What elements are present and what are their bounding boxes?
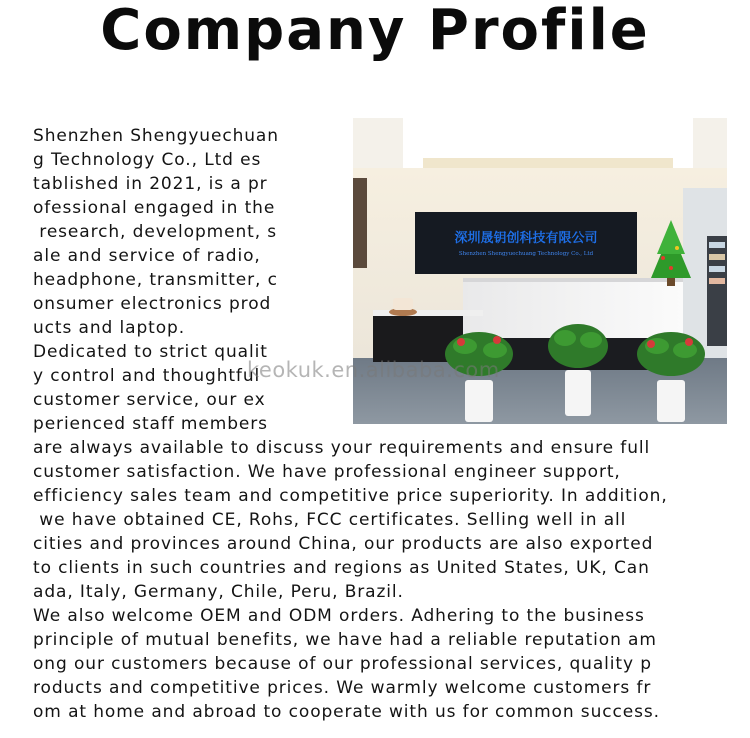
intro-line: Dedicated to strict qualit [33,342,268,362]
body-line: we have obtained CE, Rohs, FCC certificates. Selling well in all [33,510,627,530]
page-title: Company Profile [100,0,650,63]
intro-line: g Technology Co., Ltd es [33,150,262,170]
intro-line: y control and thoughtful [33,366,261,386]
body-line: ong our customers because of our professional services, quality p [33,654,652,674]
intro-line: ofessional engaged in the [33,198,276,218]
office-reception-photo [353,118,727,424]
intro-line: customer service, our ex [33,390,266,410]
intro-line: headphone, transmitter, c [33,270,278,290]
body-line: om at home and abroad to cooperate with us for common success. [33,702,660,722]
body-line: are always available to discuss your requirements and ensure full [33,438,651,458]
intro-line: Shenzhen Shengyuechuan [33,126,279,146]
intro-line: onsumer electronics prod [33,294,272,314]
intro-line: tablished in 2021, is a pr [33,174,268,194]
sign-subtext: Shenzhen Shengyuechuang Technology Co., Ltd [458,251,594,257]
intro-line: perienced staff members [33,414,268,434]
watermark: keokuk.en.alibaba.com [247,358,500,382]
body-line: We also welcome OEM and ODM orders. Adhering to the business [33,606,645,626]
intro-line: ale and service of radio, [33,246,261,266]
body-line: ada, Italy, Germany, Chile, Peru, Brazil. [33,582,404,602]
intro-line: research, development, s [33,222,278,242]
intro-line: ucts and laptop. [33,318,186,338]
body-line: to clients in such countries and regions as United States, UK, Can [33,558,650,578]
body-line: cities and provinces around China, our products are also exported [33,534,654,554]
sign-text: 深圳晟钥创科技有限公司 [454,231,598,246]
body-line: principle of mutual benefits, we have had a reliable reputation am [33,630,657,650]
body-line: roducts and competitive prices. We warmly welcome customers fr [33,678,652,698]
body-line: customer satisfaction. We have professional engineer support, [33,462,621,482]
body-line: efficiency sales team and competitive price superiority. In addition, [33,486,668,506]
